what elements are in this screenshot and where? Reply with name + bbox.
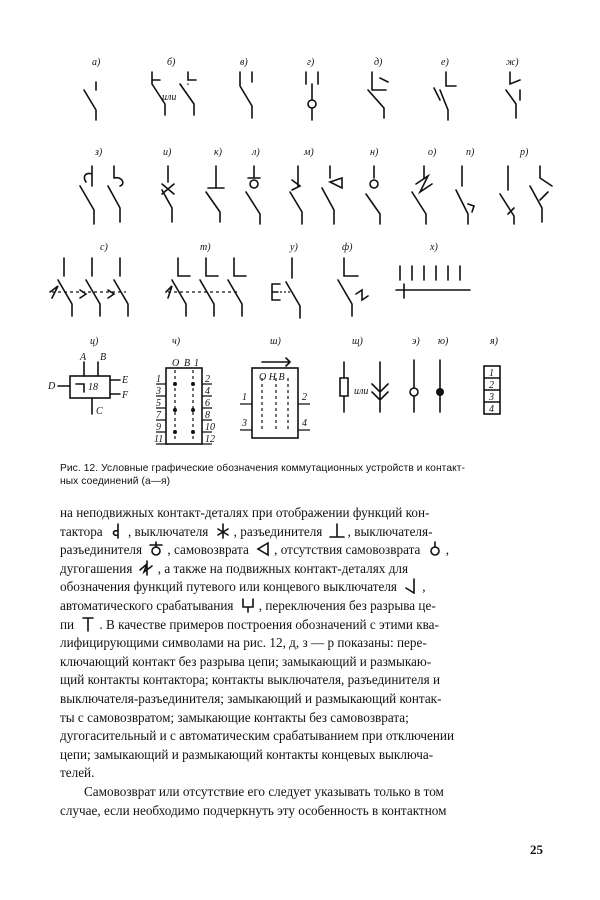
label-e2: э) (412, 336, 420, 347)
text-line-with-symbols (60, 616, 560, 635)
label-v: в) (240, 57, 248, 68)
symbol-n (366, 166, 380, 224)
ch-right-10: 10 (205, 422, 215, 433)
c-label-e: E (122, 375, 129, 386)
text-line: случае, если необходимо подчеркнуть эту особенность в контактном (60, 802, 447, 818)
caption-line-2: ных соединений (а—я) (60, 476, 171, 487)
label-d: д) (374, 57, 383, 68)
symbol-yu (436, 360, 444, 412)
text-line: ты с самовозвратом; замыкающие контакты без самовозврата; (60, 709, 409, 725)
ch-label-1: 1 (194, 358, 199, 369)
text-fragment: , (445, 542, 449, 558)
caption-line-1: Рис. 12. Условные графические обозначения коммутационных устройств и контакт- (60, 463, 466, 474)
text-line-with-symbols (60, 523, 560, 542)
label-a: а) (92, 57, 101, 68)
symbol-m (290, 166, 342, 224)
symbol-h (396, 266, 470, 298)
text-fragment: , отсутствия самовозврата (274, 542, 421, 558)
ch-label-o: O (172, 358, 180, 369)
shch-or-text: или (354, 386, 369, 397)
text-line: ключающий контакт без разрыва цепи; замыкающий и размыкаю- (60, 653, 432, 669)
ch-left-11: 11 (154, 434, 164, 445)
ch-right-4: 4 (205, 386, 210, 397)
ch-left-1: 1 (156, 374, 161, 385)
label-zh: ж) (506, 57, 519, 68)
label-r: р) (520, 147, 529, 158)
ch-left-3: 3 (156, 386, 161, 397)
ya-1: 1 (489, 368, 494, 379)
label-s: с) (100, 242, 108, 253)
or-text-b: или (162, 92, 177, 103)
symbol-f (338, 258, 368, 316)
symbol-a (84, 82, 96, 120)
disconnector-symbol-icon (326, 523, 348, 539)
label-l: л) (252, 147, 260, 158)
text-fragment: обозначения функций путевого или концевого выключателя (60, 579, 397, 595)
label-e: е) (441, 57, 449, 68)
label-z: з) (95, 147, 103, 158)
ch-left-7: 7 (156, 410, 161, 421)
text-fragment: пи (60, 616, 75, 632)
label-sh: ш) (270, 336, 281, 347)
label-k: к) (214, 147, 223, 158)
text-line: цепи; замыкающий и размыкающий контакты концевых выключа- (60, 746, 434, 762)
symbol-v (240, 72, 252, 118)
label-ts: ц) (90, 336, 99, 347)
no-break-switch-symbol-icon (77, 616, 99, 632)
text-line-with-symbols (60, 578, 560, 597)
c-label-d: D (48, 381, 56, 392)
ya-3: 3 (489, 392, 494, 403)
text-fragment: , а также на подвижных контакт-деталях для (157, 560, 409, 576)
symbol-e (434, 72, 456, 120)
c-label-c: C (96, 406, 103, 417)
symbol-l (246, 166, 260, 224)
ya-2: 2 (489, 380, 494, 391)
text-line-with-symbols (60, 560, 560, 579)
symbol-ts-block (47, 352, 129, 417)
symbol-i (162, 166, 174, 222)
label-i: и) (163, 147, 172, 158)
no-self-return-symbol-icon (424, 541, 446, 557)
ch-right-2: 2 (205, 374, 210, 385)
auto-trip-symbol-icon (237, 597, 259, 613)
ch-left-5: 5 (156, 398, 161, 409)
switch-disconnector-symbol-icon (145, 541, 167, 557)
figure-caption (60, 462, 560, 488)
text-fragment: . В качестве примеров построения обозначений с этими ква- (99, 616, 439, 632)
text-line: дугогасительный и с автоматическим срабатыванием при отключении (60, 728, 455, 744)
ch-right-12: 12 (205, 434, 215, 445)
self-return-symbol-icon (252, 541, 274, 557)
ch-right-6: 6 (205, 398, 210, 409)
label-yu: ю) (438, 336, 449, 347)
label-ya: я) (490, 336, 498, 347)
text-fragment: , выключателя- (347, 523, 433, 539)
sh-label-top: O H B (259, 372, 285, 383)
text-fragment: дугогашения (60, 560, 133, 576)
ya-4: 4 (489, 404, 494, 415)
main-text (60, 504, 560, 820)
text-line: телей. (60, 765, 95, 781)
text-fragment: , выключателя (127, 523, 209, 539)
text-fragment: , самовозврата (167, 542, 249, 558)
c-label-number: 18 (88, 382, 98, 393)
text-line: на неподвижных контакт-деталях при отображении функций кон- (60, 505, 430, 520)
ch-right-8: 8 (205, 410, 210, 421)
symbol-p (456, 166, 474, 224)
label-t: т) (200, 242, 211, 253)
symbol-d (368, 72, 388, 118)
symbol-zh (506, 72, 520, 118)
label-h: х) (430, 242, 438, 253)
sh-right-2: 2 (302, 392, 307, 403)
text-fragment: , разъединителя (233, 523, 323, 539)
text-line: выключателя-разъединителя; замыкающий и размыкающий контак- (60, 690, 442, 706)
breaker-symbol-icon (212, 523, 234, 539)
symbol-g (306, 72, 318, 120)
label-b: б) (167, 57, 176, 68)
symbol-k (206, 166, 224, 222)
ch-left-9: 9 (156, 422, 161, 433)
text-fragment: тактора (60, 523, 103, 539)
page-number: 25 (530, 842, 543, 857)
symbol-r (500, 166, 552, 224)
symbol-ya (484, 366, 500, 415)
symbol-u (272, 258, 300, 318)
symbol-e2 (410, 360, 418, 412)
symbol-sh-block (240, 358, 310, 438)
sh-right-4: 4 (302, 418, 307, 429)
symbol-z (80, 166, 123, 224)
symbol-t (166, 258, 246, 316)
label-u: у) (290, 242, 298, 253)
contactor-symbol-icon (106, 523, 128, 539)
limit-switch-symbol-icon (400, 578, 422, 594)
label-f: ф) (342, 242, 353, 253)
c-label-a: A (80, 352, 87, 363)
symbol-s (50, 258, 128, 316)
text-line: Самовозврат или отсутствие его следует указывать только в том (84, 783, 444, 799)
label-ch: ч) (172, 336, 181, 347)
ch-label-v: B (184, 358, 191, 369)
label-shch: щ) (352, 336, 363, 347)
text-fragment: автоматического срабатывания (60, 597, 234, 613)
symbol-ch-block (154, 358, 215, 445)
symbol-o (412, 166, 432, 224)
c-label-b: B (100, 352, 107, 363)
arc-quench-symbol-icon (136, 560, 158, 576)
text-line-with-symbols (60, 541, 560, 560)
text-fragment: разъединителя (60, 542, 143, 558)
text-line-with-symbols (60, 597, 560, 616)
symbol-shch (340, 362, 388, 412)
label-p: п) (466, 147, 475, 158)
label-n: н) (370, 147, 379, 158)
label-m: м) (304, 147, 314, 158)
text-line: лифицирующими символами на рис. 12, д, з — р показаны: пере- (60, 635, 427, 651)
text-fragment: , переключения без разрыва це- (258, 597, 436, 613)
sh-left-3: 3 (242, 418, 247, 429)
label-o: о) (428, 147, 437, 158)
c-label-f: F (122, 390, 129, 401)
text-line: щий контакты контактора; контакты выключателя, разъединителя и (60, 672, 441, 688)
label-g: г) (307, 57, 315, 68)
symbol-b (152, 72, 196, 115)
text-fragment: , (422, 579, 426, 595)
sh-left-1: 1 (242, 392, 247, 403)
